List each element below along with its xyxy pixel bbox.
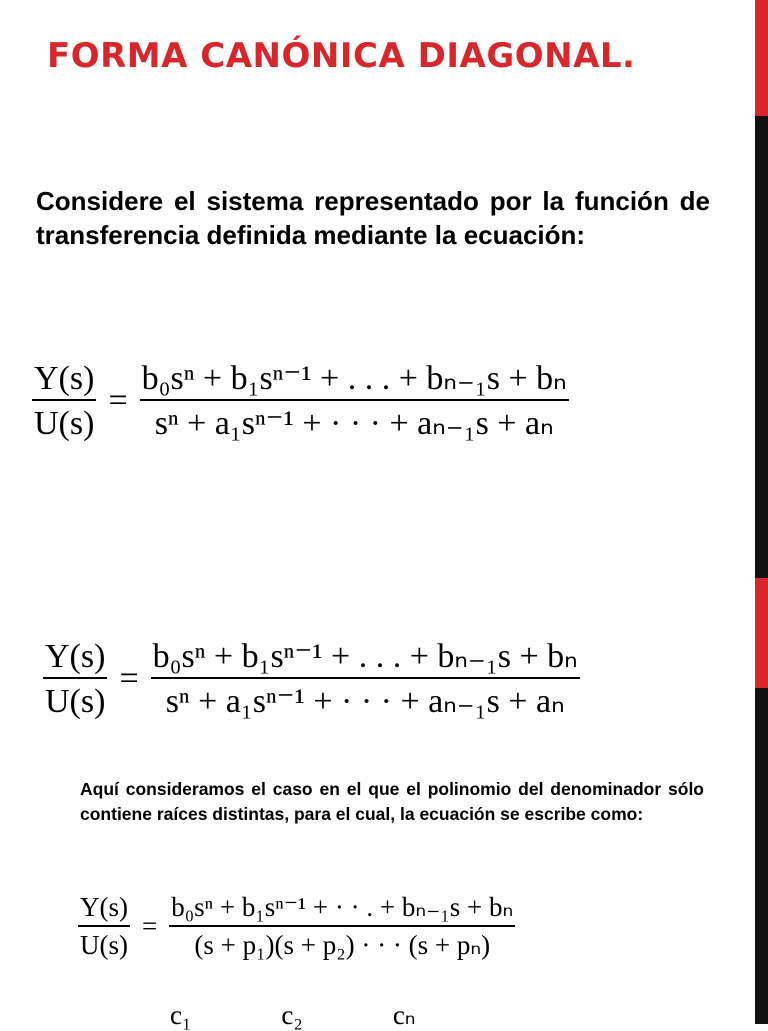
lhs-denominator: U(s) bbox=[34, 405, 95, 443]
equals-sign: = bbox=[119, 660, 139, 698]
distinct-roots-note: Aquí consideramos el caso en el que el polinomio del denominador sólo contiene raíces distintas, para el cual, la ecuación se escribe como: bbox=[80, 779, 704, 824]
rhs-denominator: sⁿ + a₁sⁿ⁻¹ + · · · + aₙ₋₁s + aₙ bbox=[165, 683, 565, 721]
rhs-fraction bbox=[140, 360, 569, 443]
side-dark-bar-bottom bbox=[755, 688, 768, 1024]
lhs-fraction bbox=[78, 893, 130, 960]
intro-paragraph: Considere el sistema representado por la función de transferencia definida mediante la ecuación: bbox=[36, 186, 710, 250]
rhs-denominator: sⁿ + a₁sⁿ⁻¹ + · · · + aₙ₋₁s + aₙ bbox=[154, 405, 554, 443]
lhs-fraction bbox=[43, 638, 107, 721]
slide-title: FORMA CANÓNICA DIAGONAL. bbox=[47, 36, 636, 76]
rhs-denominator: (s + p₁)(s + p₂) · · · (s + pₙ) bbox=[194, 929, 491, 960]
lhs-numerator: Y(s) bbox=[43, 638, 107, 679]
equals-sign: = bbox=[142, 911, 158, 942]
partial-fraction-expansion bbox=[170, 1000, 506, 1031]
partial-term-c2: c₂ bbox=[281, 1000, 303, 1030]
side-accent-bar-middle bbox=[755, 578, 768, 688]
rhs-fraction bbox=[169, 893, 515, 960]
lhs-fraction bbox=[32, 360, 96, 443]
rhs-fraction bbox=[151, 638, 580, 721]
transfer-function-equation-1 bbox=[32, 360, 569, 443]
factored-transfer-function-equation bbox=[78, 893, 515, 960]
equals-sign: = bbox=[108, 382, 128, 420]
lhs-numerator: Y(s) bbox=[32, 360, 96, 401]
lhs-numerator: Y(s) bbox=[78, 893, 130, 927]
partial-term-c1: c₁ bbox=[170, 1000, 192, 1030]
lhs-denominator: U(s) bbox=[45, 683, 106, 721]
lhs-denominator: U(s) bbox=[80, 929, 128, 960]
transfer-function-equation-2 bbox=[43, 638, 580, 721]
side-accent-bar-top bbox=[755, 0, 768, 116]
rhs-numerator: b₀sⁿ + b₁sⁿ⁻¹ + . . . + bₙ₋₁s + bₙ bbox=[140, 360, 569, 401]
rhs-numerator: b₀sⁿ + b₁sⁿ⁻¹ + . . . + bₙ₋₁s + bₙ bbox=[151, 638, 580, 679]
side-dark-bar-top bbox=[755, 116, 768, 578]
rhs-numerator: b₀sⁿ + b₁sⁿ⁻¹ + · · . + bₙ₋₁s + bₙ bbox=[169, 893, 515, 927]
partial-term-cn: cₙ bbox=[392, 1000, 416, 1030]
